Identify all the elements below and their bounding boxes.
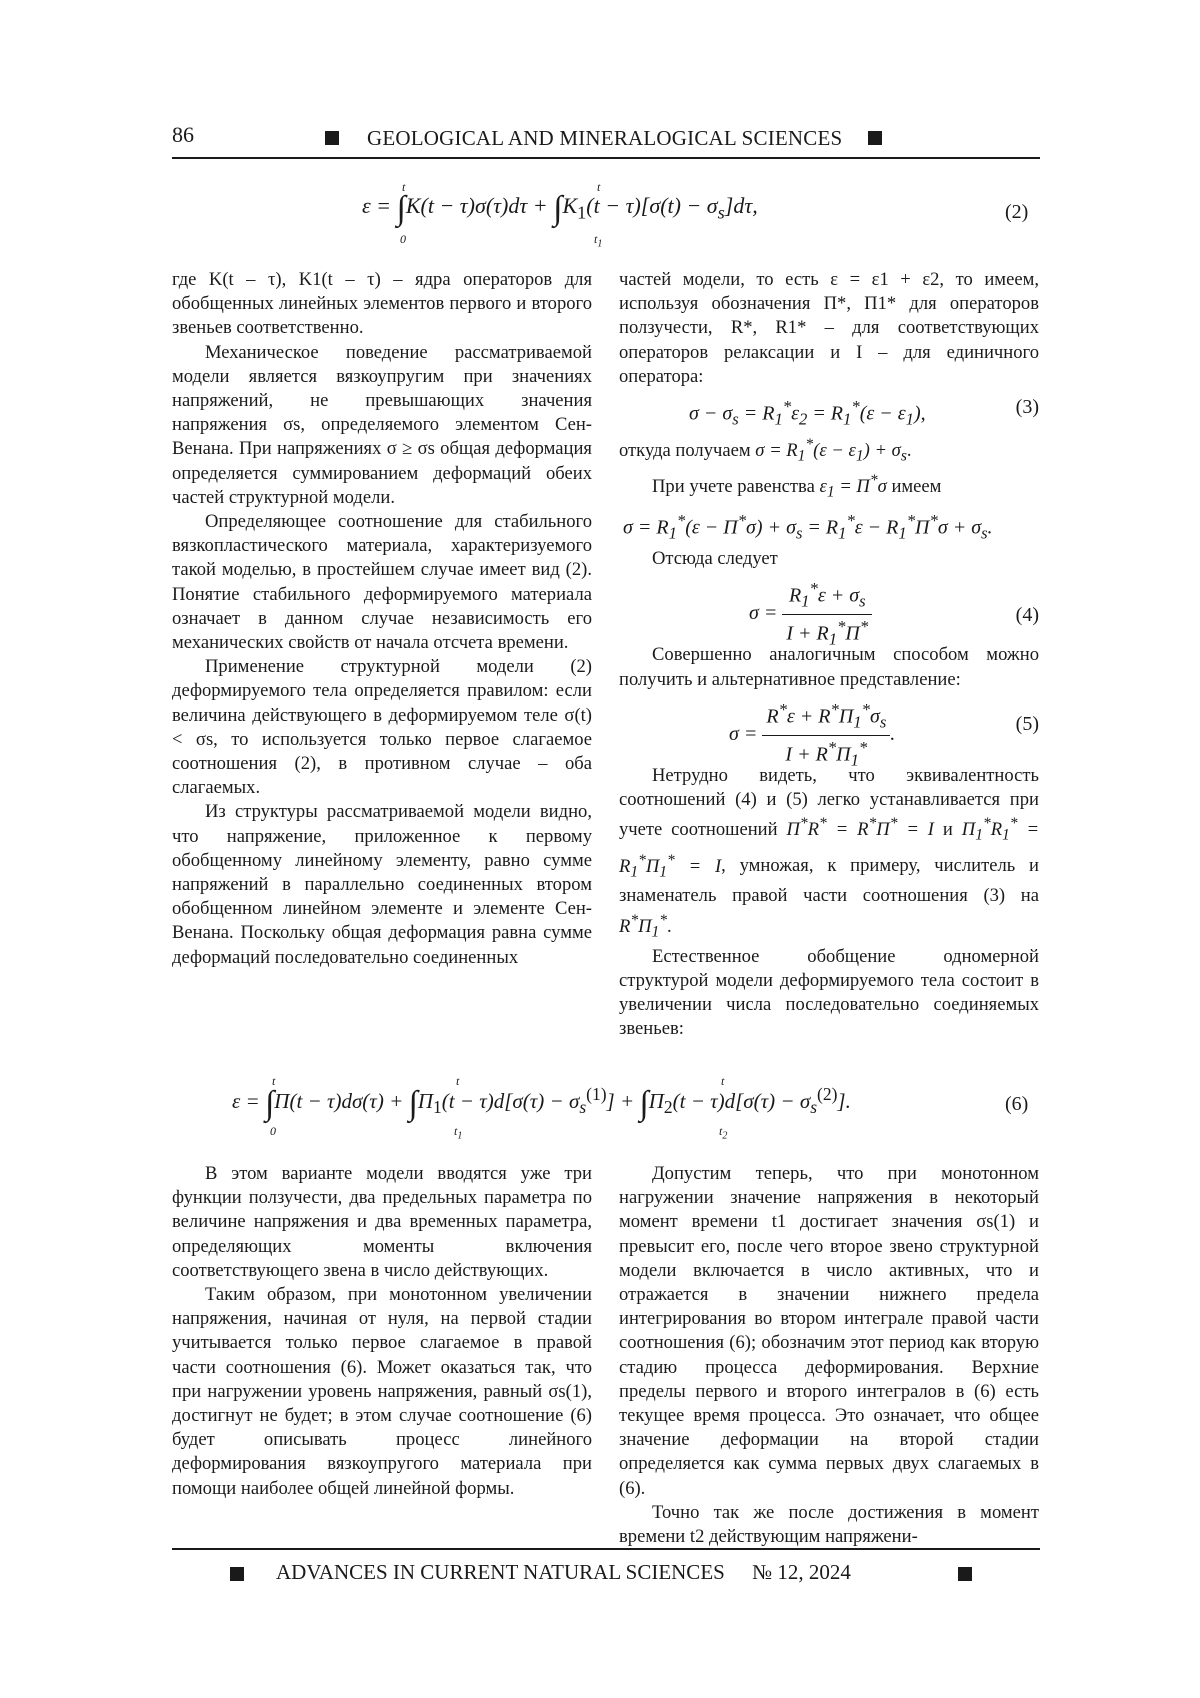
integral-lower-limit: 0	[270, 1124, 276, 1138]
paragraph: В этом варианте модели вводятся уже три функции ползучести, два предельных параметра по величине напряжения и два временных параметра, определяющих моменты включения соответствующего звена в число действующих.	[172, 1163, 592, 1281]
paragraph: Определяющее соотношение для стабильного вязкопластического материала, характеризуемого такой моделью, в простейшем случае имеет вид (2). Понятие стабильного деформируемого материала означает в данном случае независимость его механических свойств от начала отсчета времени.	[172, 511, 592, 654]
footer-square-bullet	[958, 1567, 972, 1581]
equation-number: (2)	[1005, 201, 1029, 223]
paragraph: Совершенно аналогичным способом можно получить и альтернативное представление:	[619, 644, 1039, 690]
integral-upper-limit: t	[456, 1074, 460, 1088]
equation-5: σ = $\frac{R^*\varepsilon + R^*П_1^*\sigma_s}{I + R^*П_1^*}$ . (5)	[729, 699, 1039, 770]
paragraph: Отсюда следует	[652, 548, 778, 570]
text-run: имеем	[891, 476, 942, 498]
paragraph: частей модели, то есть ε = ε1 + ε2, то имеем, используя обозначения П*, П1* для операторов ползучести, R*, R1* – для соответствующих операторов релаксации и I – для единичного оператора:	[619, 269, 1039, 387]
text-run: Нетрудно видеть, что эквивалентность соотношений (4) и (5) легко устанавливается при учете соотношений	[619, 764, 1039, 841]
issue-number: № 12, 2024	[752, 1560, 851, 1584]
paragraph: Механическое поведение рассматриваемой модели является вязкоупругим при значениях напряжений, не превышающих значения напряжения σs, определяемого элементом Сен-Венана. При напряжениях σ ≥ σs общая деформация определяется суммированием деформаций обеих частей структурной модели.	[172, 341, 592, 508]
equation-6: $\varepsilon = \int П(t - \tau)d\sigma(\tau) + \int П_1(t - \tau)d[\sigma(\tau) - \sigma_s^{(1)}] + \int П_2(t - \tau)d[\sigma(\tau) - \sigma_s^{(2)}]$.	[232, 1084, 851, 1122]
text-run: При учете равенства	[652, 476, 815, 498]
text-run: , умножая, к примеру, числитель и знаменатель правой части соотношения (3) на	[619, 855, 1039, 907]
paragraph: При учете равенства $\varepsilon_1 = П^*\sigma$ имеем	[652, 472, 942, 502]
equation-3: $\sigma - \sigma_s = R_1^*\varepsilon_2 = R_1^*(\varepsilon - \varepsilon_1)$, (3)	[689, 396, 1039, 429]
paragraph: где K(t – τ), K1(t – τ) – ядра операторов для обобщенных линейных элементов первого и второго звеньев соответственно.	[172, 269, 592, 339]
integral-lower-limit: $t_1$	[594, 232, 603, 250]
page-number: 86	[172, 122, 194, 147]
left-column-bottom	[172, 1162, 592, 1501]
integral-upper-limit: t	[272, 1074, 276, 1088]
text-run: откуда получаем	[619, 440, 751, 462]
equation-number: (4)	[1015, 604, 1039, 627]
equation-2: $\varepsilon = \int K(t - \tau)\sigma(\tau)d\tau + \int K_1(t - \tau)[\sigma(t) - \sigma_s]d\tau$,	[362, 190, 758, 227]
equation-number: (5)	[1015, 712, 1039, 735]
integral-lower-limit: $t_1$	[454, 1124, 463, 1142]
paragraph: Допустим теперь, что при монотонном нагружении значение напряжения в некоторый момент времени t1 достигает значения σs(1) и превысит его, после чего второе звено структурной модели включается в число активных, что и отражается в значении нижнего предела интегрирования во втором интеграле правой части соотношения (6); обозначим этот период как вторую стадию процесса деформирования. Верхние пределы первого и второго интегралов в (6) есть текущее время процесса. Это означает, что общее значение деформации на второй стадии определяется как сумма первых двух слагаемых в (6).	[619, 1163, 1039, 1499]
integral-upper-limit: t	[597, 180, 601, 194]
paragraph: Таким образом, при монотонном увеличении напряжения, начиная от нуля, на первой стадии учитывается только первое слагаемое в правой части соотношения (6). Может оказаться так, что при нагружении уровень напряжения, равный σs(1), достигнут не будет; в этом случае соотношение (6) будет описывать процесс линейного деформирования вязкоупругого материала при помощи наиболее общей линейной формы.	[172, 1284, 592, 1499]
paragraph: Из структуры рассматриваемой модели видно, что напряжение, приложенное к первому обобщенному линейному элементу, равно сумме напряжений в параллельно соединенных втором обобщенном линейном элементе и элементе Сен-Венана. Поскольку общая деформация равна сумме деформаций последовательно соединенных	[172, 801, 592, 968]
integral-lower-limit: 0	[400, 232, 406, 246]
integral-lower-limit: $t_2$	[719, 1124, 728, 1142]
equation-number: (3)	[1015, 396, 1039, 419]
right-column-bottom	[619, 1162, 1039, 1549]
left-column-top	[172, 268, 592, 970]
header-square-bullet	[868, 131, 882, 145]
paragraph: Естественное обобщение одномерной структурой модели деформируемого тела состоит в увеличении числа последовательно соединяемых звеньев:	[619, 945, 1039, 1040]
journal-section-title: GEOLOGICAL AND MINERALOGICAL SCIENCES	[367, 126, 843, 150]
header-square-bullet	[325, 131, 339, 145]
paragraph: Применение структурной модели (2) деформируемого тела определяется правилом: если величина действующего в деформируемом теле σ(t) < σs, то используется только первое слагаемое соотношения (2), в противном случае – оба слагаемых.	[172, 656, 592, 799]
right-column-top	[619, 268, 1039, 1042]
journal-name: ADVANCES IN CURRENT NATURAL SCIENCES	[276, 1560, 725, 1584]
paragraph: Нетрудно видеть, что эквивалентность соотношений (4) и (5) легко устанавливается при учете соотношений П*R* = R*П* = I и $П_1^*R_1^* = R_1^*П_1^* = I$, умножая, к примеру, числитель и знаменатель правой части соотношения (3) на $R^*П_1^*$.	[619, 764, 1039, 941]
paragraph: Точно так же после достижения в момент времени t2 действующим напряжени-	[619, 1501, 1039, 1548]
equation-4: σ = $\frac{R_1^*\varepsilon + \sigma_s}{I + R_1^*П^*}$ (4)	[749, 579, 1039, 649]
equation-unnumbered: $\sigma = R_1^*(\varepsilon - П^*\sigma) + \sigma_s = R_1^*\varepsilon - R_1^*П^*\sigma + \sigma_s$.	[623, 511, 993, 543]
equation-number: (6)	[1005, 1093, 1029, 1115]
integral-upper-limit: t	[402, 180, 406, 194]
header-rule	[172, 157, 1040, 159]
paragraph: откуда получаем $\sigma = R_1^*(\varepsilon - \varepsilon_1) + \sigma_s$.	[619, 436, 912, 465]
integral-upper-limit: t	[721, 1074, 725, 1088]
running-footer	[232, 1560, 851, 1585]
text-run: и	[942, 819, 953, 841]
footer-rule	[172, 1548, 1040, 1550]
